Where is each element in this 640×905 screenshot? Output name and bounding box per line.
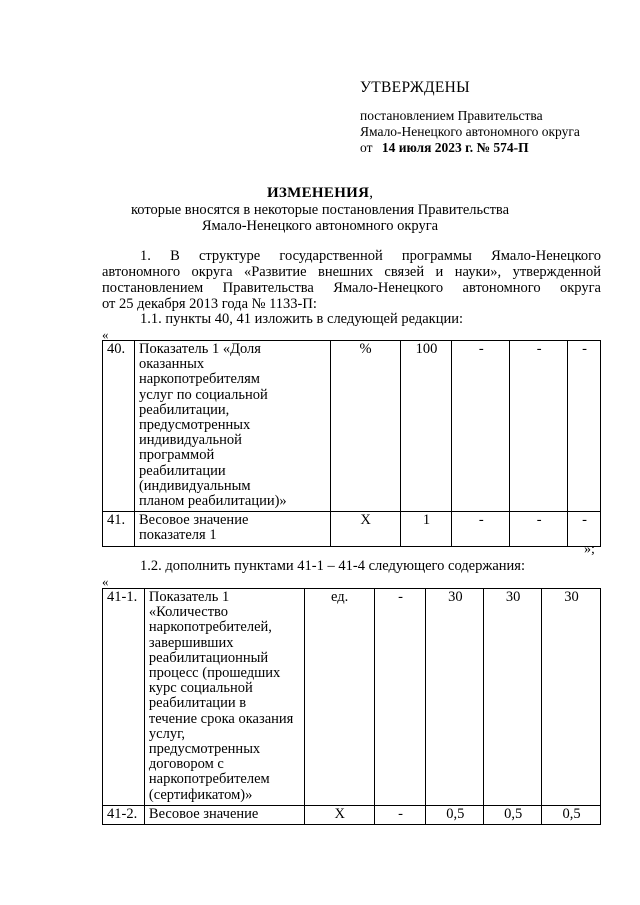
value-cell: - bbox=[374, 589, 426, 806]
name-line: (сертификатом)» bbox=[148, 786, 253, 803]
name-line: Весовое значение bbox=[148, 805, 259, 822]
indicator-name bbox=[144, 805, 304, 824]
value-cell: 1 bbox=[400, 512, 452, 546]
value-cell: 30 bbox=[426, 589, 484, 806]
approved-title: УТВЕРЖДЕНЫ bbox=[360, 79, 470, 96]
value-cell: 30 bbox=[542, 589, 601, 806]
name-line: реабилитации bbox=[138, 462, 226, 479]
name-line: предусмотренных bbox=[148, 741, 261, 758]
value-cell: 0,5 bbox=[542, 805, 601, 824]
value-cell: 0,5 bbox=[484, 805, 542, 824]
subheading-line-1: которые вносятся в некоторые постановления Правительства bbox=[130, 202, 510, 218]
quote-open-1: « bbox=[102, 327, 109, 342]
row-number: 40. bbox=[103, 341, 135, 512]
quote-close-1: »; bbox=[584, 542, 595, 557]
value-cell: 0,5 bbox=[426, 805, 484, 824]
indicator-name bbox=[134, 512, 330, 546]
value-cell: - bbox=[510, 341, 568, 512]
name-line: услуг по социальной bbox=[138, 386, 268, 403]
name-line: планом реабилитации)» bbox=[138, 493, 287, 510]
name-line: показателя 1 bbox=[138, 527, 217, 544]
item-1-1: 1.1. пункты 40, 41 изложить в следующей редакции: bbox=[140, 311, 464, 327]
value-cell: - bbox=[374, 805, 426, 824]
table-row bbox=[103, 589, 601, 806]
subheading-line-2: Ямало-Ненецкого автономного округа bbox=[201, 218, 439, 234]
name-line: реабилитационный bbox=[148, 649, 269, 666]
paragraph-1 bbox=[102, 248, 601, 312]
name-line: наркопотребителям bbox=[138, 371, 260, 388]
row-number: 41-2. bbox=[103, 805, 145, 824]
name-line: услуг, bbox=[148, 725, 186, 742]
value-cell: - bbox=[452, 341, 510, 512]
unit-cell: ед. bbox=[304, 589, 374, 806]
name-line: процесс (прошедших bbox=[148, 665, 281, 682]
quote-open-2: « bbox=[102, 574, 109, 589]
name-line: завершивших bbox=[148, 634, 234, 651]
heading-suffix: , bbox=[369, 185, 374, 201]
name-line: оказанных bbox=[138, 356, 205, 373]
approved-by-line: постановлением Правительства bbox=[360, 108, 543, 123]
name-line: индивидуальной bbox=[138, 432, 242, 449]
value-cell: - bbox=[568, 341, 601, 512]
paragraph-line: 1. В структуре государственной программы Ямало-Ненецкого bbox=[140, 248, 601, 264]
value-cell: 30 bbox=[484, 589, 542, 806]
heading-main: ИЗМЕНЕНИЯ bbox=[266, 185, 370, 201]
name-line: договором с bbox=[148, 756, 224, 773]
name-line: наркопотребителей, bbox=[148, 619, 272, 636]
document-heading bbox=[0, 185, 640, 202]
name-line: Весовое значение bbox=[138, 512, 249, 529]
row-number: 41-1. bbox=[103, 589, 145, 806]
name-line: предусмотренных bbox=[138, 417, 251, 434]
decree-date-number bbox=[360, 140, 529, 156]
paragraph-line: постановлением Правительства Ямало-Ненецкого автономного округа bbox=[102, 280, 601, 296]
value-cell: 100 bbox=[400, 341, 452, 512]
name-line: программой bbox=[138, 447, 215, 464]
value-cell: - bbox=[510, 512, 568, 546]
decree-date-value: 14 июля 2023 г. № 574-П bbox=[381, 140, 529, 155]
name-line: течение срока оказания bbox=[148, 710, 294, 727]
paragraph-line: автономного округа «Развитие внешних связей и науки», утвержденной bbox=[102, 264, 601, 280]
indicator-name bbox=[144, 589, 304, 806]
name-line: курс социальной bbox=[148, 680, 253, 697]
unit-cell: Х bbox=[330, 512, 400, 546]
unit-cell: % bbox=[330, 341, 400, 512]
unit-cell: Х bbox=[304, 805, 374, 824]
indicator-name bbox=[134, 341, 330, 512]
name-line: Показатель 1 bbox=[148, 589, 230, 605]
row-number: 41. bbox=[103, 512, 135, 546]
table-row bbox=[103, 341, 601, 512]
name-line: реабилитации, bbox=[138, 401, 230, 418]
indicators-table-2 bbox=[102, 588, 601, 825]
table-row bbox=[103, 805, 601, 824]
decree-date-prefix: от bbox=[360, 140, 373, 155]
table-row bbox=[103, 512, 601, 546]
indicators-table-1 bbox=[102, 340, 601, 547]
name-line: наркопотребителем bbox=[148, 771, 270, 788]
item-1-2: 1.2. дополнить пунктами 41-1 – 41-4 следующего содержания: bbox=[140, 558, 526, 574]
paragraph-line: от 25 декабря 2013 года № 1133-П: bbox=[102, 296, 317, 312]
name-line: «Количество bbox=[148, 604, 229, 621]
name-line: реабилитации в bbox=[148, 695, 247, 712]
value-cell: - bbox=[568, 512, 601, 546]
name-line: Показатель 1 «Доля bbox=[138, 341, 261, 357]
approved-region-line: Ямало-Ненецкого автономного округа bbox=[360, 124, 580, 139]
name-line: (индивидуальным bbox=[138, 477, 251, 494]
value-cell: - bbox=[452, 512, 510, 546]
